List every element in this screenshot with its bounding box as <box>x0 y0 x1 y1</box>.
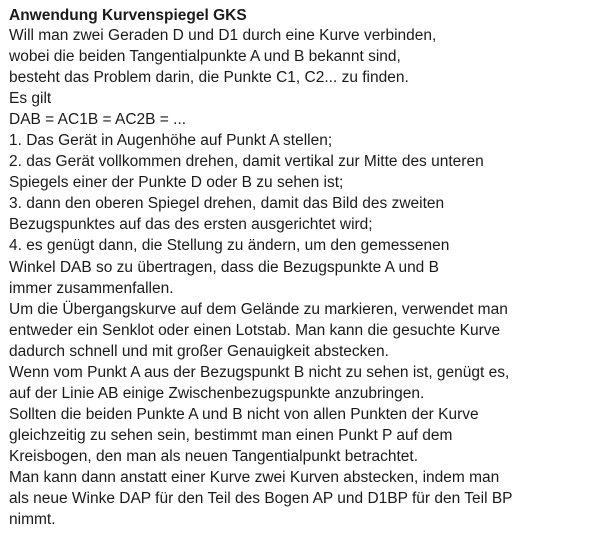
text-line: entweder ein Senklot oder einen Lotstab. Man kann die gesuchte Kurve <box>9 321 501 339</box>
text-line: gleichzeitig zu sehen sein, bestimmt man einen Punkt P auf dem <box>9 426 453 444</box>
text-line: nimmt. <box>9 511 56 529</box>
text-line: Man kann dann anstatt einer Kurve zwei Kurven abstecken, indem man <box>9 468 500 486</box>
text-line: Sollten die beiden Punkte A und B nicht von allen Punkten der Kurve <box>9 405 479 423</box>
text-line: Um die Übergangskurve auf dem Gelände zu markieren, verwendet man <box>9 300 508 318</box>
text-line: auf der Linie AB einige Zwischenbezugspunkte anzubringen. <box>9 384 425 402</box>
step-1: 1. Das Gerät in Augenhöhe auf Punkt A stellen; <box>9 132 333 150</box>
text-line: Wenn vom Punkt A aus der Bezugspunkt B nicht zu sehen ist, genügt es, <box>9 363 510 381</box>
document-title: Anwendung Kurvenspiegel GKS <box>9 7 247 24</box>
text-line: Es gilt <box>9 90 52 108</box>
formula-line: DAB = AC1B = AC2B = ... <box>9 111 187 129</box>
text-line: als neue Winke DAP für den Teil des Bogen AP und D1BP für den Teil BP <box>9 490 513 508</box>
step-4: 4. es genügt dann, die Stellung zu ändern, um den gemessenen <box>9 237 450 255</box>
step-3: 3. dann den oberen Spiegel drehen, damit das Bild des zweiten <box>9 195 445 213</box>
step-2: 2. das Gerät vollkommen drehen, damit vertikal zur Mitte des unteren <box>9 153 484 171</box>
text-line: dadurch schnell und mit großer Genauigkeit abstecken. <box>9 342 389 360</box>
text-line: Spiegels einer der Punkte D oder B zu sehen ist; <box>9 174 344 192</box>
text-line: Winkel DAB so zu übertragen, dass die Bezugspunkte A und B <box>9 258 439 276</box>
text-line: Kreisbogen, den man als neuen Tangentialpunkt betrachtet. <box>9 447 419 465</box>
document <box>9 6 594 530</box>
text-line: besteht das Problem darin, die Punkte C1, C2... zu finden. <box>9 69 409 87</box>
text-line: immer zusammenfallen. <box>9 279 174 297</box>
document-body <box>9 25 594 530</box>
text-line: Will man zwei Geraden D und D1 durch eine Kurve verbinden, <box>9 27 437 44</box>
text-line: Bezugspunktes auf das des ersten ausgerichtet wird; <box>9 216 373 234</box>
text-line: wobei die beiden Tangentialpunkte A und B bekannt sind, <box>9 48 401 66</box>
